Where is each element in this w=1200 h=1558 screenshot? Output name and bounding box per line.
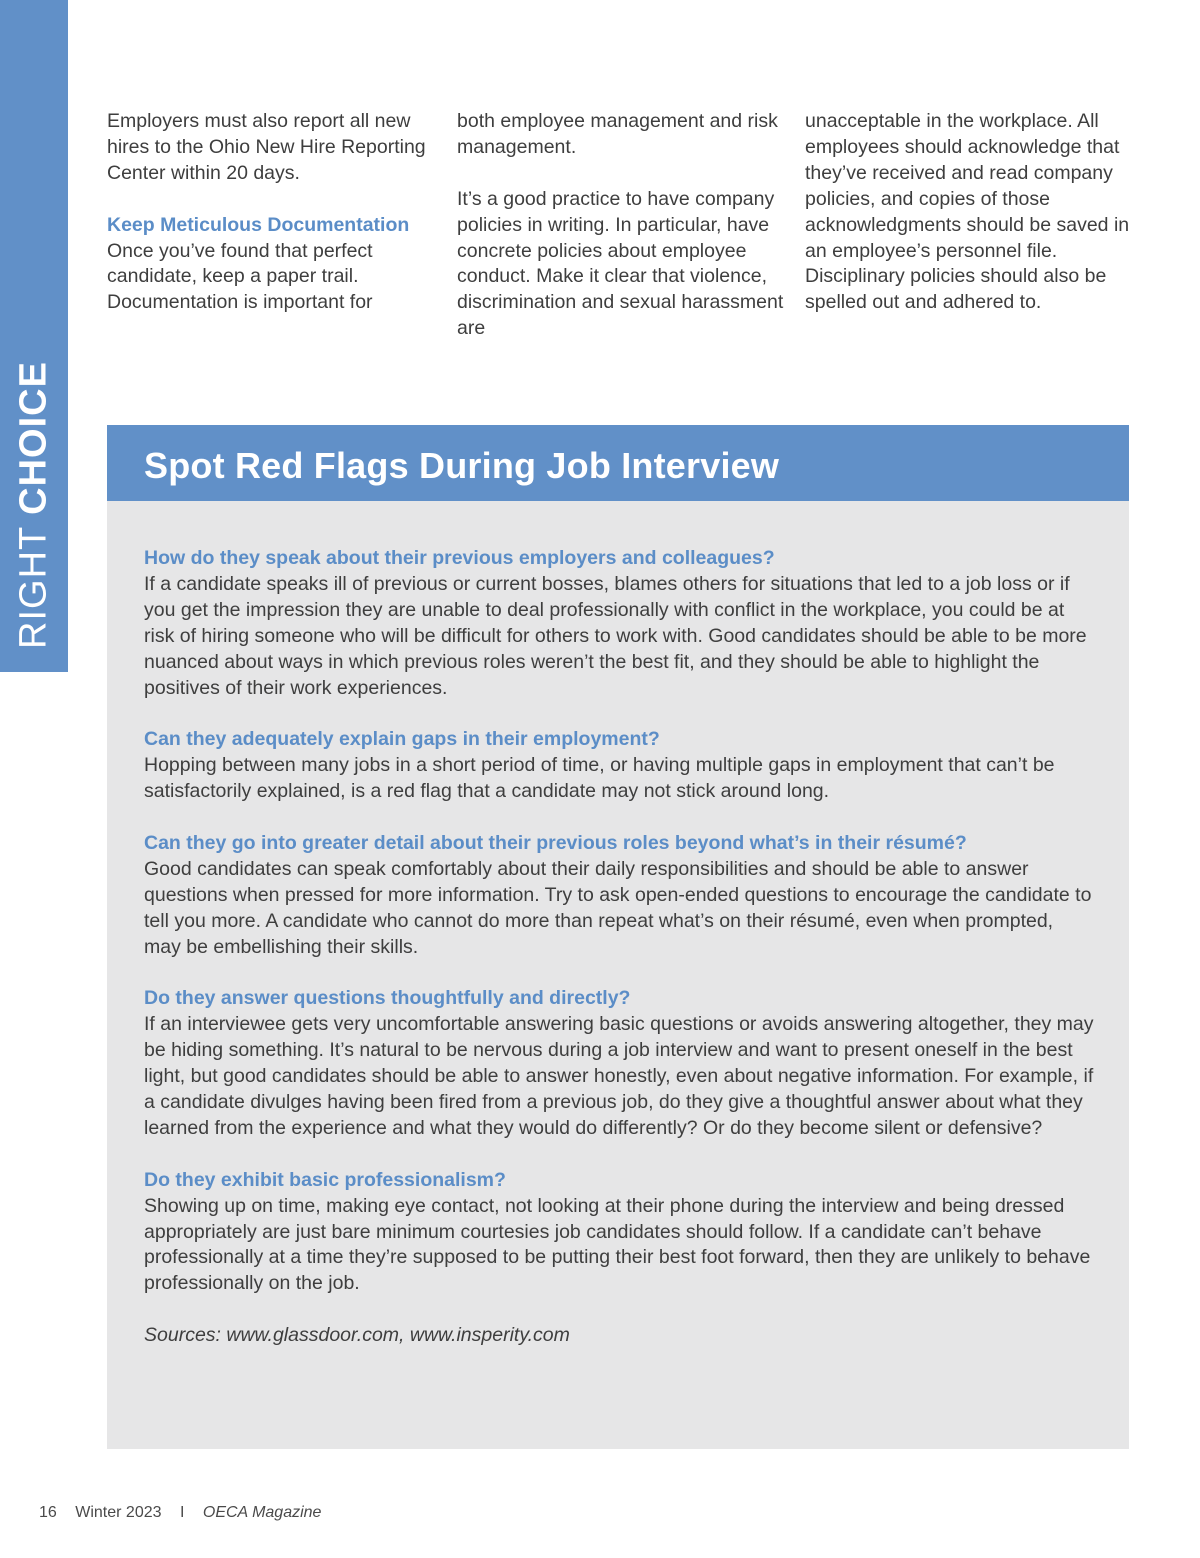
section-label-light: RIGHT (12, 514, 55, 649)
col1-subhead: Keep Meticulous Documentation (107, 213, 410, 236)
column-3 (805, 109, 1137, 342)
qa-answer: If an interviewee gets very uncomfortable answering basic questions or avoids answering altogether, they may be hiding something. It’s natural to be nervous during a job interview and want to present oneself in the best light, but good candidates should be able to answer honestly, even about negative information. For example, if a candidate divulges having been fired from a previous job, do they give a thoughtful answer about what they learned from the experience and what they would do differently? Or do they become silent or defensive? (144, 1013, 1094, 1139)
red-flags-box (107, 501, 1129, 1449)
page-number: 16 (39, 1504, 57, 1521)
col2-para1: both employee management and risk management. (457, 110, 778, 158)
qa-answer: Showing up on time, making eye contact, not looking at their phone during the interview and being dressed appropriately are just bare minimum courtesies job candidates should follow. If a candidate can’t behave professionally at a time they’re supposed to be putting their best foot forward, then they are unlikely to behave professionally on the job. (144, 1194, 1091, 1295)
qa-item (144, 986, 1094, 1141)
col2-para2: It’s a good practice to have company policies in writing. In particular, have concrete policies about employee conduct. Make it clear that violence, discrimination and sexual harassment are (457, 187, 784, 340)
qa-question: Do they answer questions thoughtfully and directly? (144, 987, 631, 1010)
col3-para1: unacceptable in the workplace. All employees should acknowledge that they’ve received and read company policies, and copies of those acknowledgments should be saved in an employee’s personnel file. Disciplinary policies should also be spelled out and adhered to. (805, 110, 1130, 314)
sidebar-title: Spot Red Flags During Job Interview (144, 445, 780, 486)
article-columns (107, 109, 1137, 342)
qa-item (144, 727, 1094, 805)
column-1 (107, 109, 457, 342)
qa-question: Can they go into greater detail about their previous roles beyond what’s in their résumé? (144, 831, 967, 854)
section-label (13, 361, 56, 649)
col1-para2: Once you’ve found that perfect candidate, keep a paper trail. Documentation is important for (107, 239, 373, 314)
column-2 (457, 109, 805, 342)
qa-question: Do they exhibit basic professionalism? (144, 1168, 506, 1191)
qa-item (144, 546, 1094, 701)
qa-answer: If a candidate speaks ill of previous or current bosses, blames others for situations that led to a job loss or if you get the impression they are unable to deal professionally with conflict in the workplace, you could be at risk of hiring someone who will be difficult for others to work with. Good candidates should be able to be more nuanced about ways in which previous roles weren’t the best fit, and they should be able to highlight the positives of their work experiences. (144, 572, 1087, 699)
sources-line: Sources: www.glassdoor.com, www.insperity.com (144, 1324, 570, 1347)
qa-question: How do they speak about their previous employers and colleagues? (144, 547, 775, 569)
issue-date: Winter 2023 (75, 1504, 162, 1521)
footer-separator: I (179, 1504, 185, 1521)
red-flags-content (144, 546, 1094, 1349)
qa-answer: Hopping between many jobs in a short period of time, or having multiple gaps in employment that can’t be satisfactorily explained, is a red flag that a candidate may not stick around long. (144, 754, 1055, 803)
qa-item (144, 1168, 1094, 1298)
qa-answer: Good candidates can speak comfortably about their daily responsibilities and should be able to answer questions when pressed for more information. Try to ask open-ended questions to encourage the candidate to tell you more. A candidate who cannot do more than repeat what’s on their résumé, even when prompted, may be embellishing their skills. (144, 857, 1092, 958)
sidebar-title-banner (107, 425, 1129, 501)
magazine-name: OECA Magazine (202, 1504, 322, 1521)
qa-question: Can they adequately explain gaps in their employment? (144, 728, 660, 751)
qa-item (144, 831, 1094, 961)
page-footer (39, 1504, 335, 1522)
col1-para1: Employers must also report all new hires to the Ohio New Hire Reporting Center within 20 days. (107, 110, 426, 184)
section-label-bold: CHOICE (12, 361, 55, 515)
side-strip (0, 0, 68, 672)
